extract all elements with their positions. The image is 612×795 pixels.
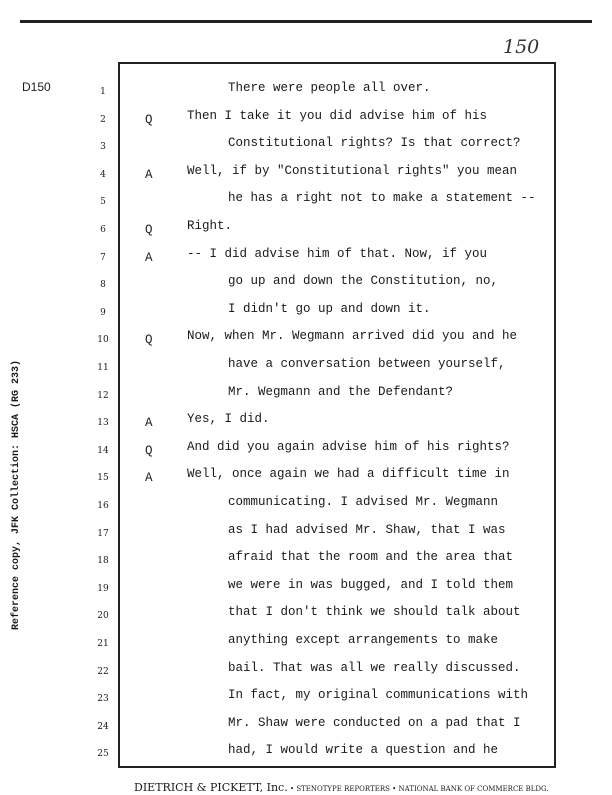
line-number: 22: [97, 666, 109, 677]
footer-separator: •: [287, 785, 297, 793]
line-number: 24: [97, 721, 109, 732]
line-number: 20: [97, 611, 109, 622]
speaker-label: Q: [145, 443, 153, 458]
transcript-line: have a conversation between yourself,: [228, 357, 506, 371]
transcript-line: had, I would write a question and he: [228, 743, 499, 758]
transcript-line: communicating. I advised Mr. Wegmann: [228, 495, 499, 509]
line-number: 18: [97, 556, 109, 567]
speaker-label: Q: [145, 333, 153, 348]
footer-firm: DIETRICH & PICKETT, Inc.: [134, 781, 288, 794]
transcript-line: Yes, I did.: [187, 412, 270, 427]
footer-role: STENOTYPE REPORTERS: [296, 785, 390, 793]
footer-address: NATIONAL BANK OF COMMERCE BLDG.: [398, 785, 549, 793]
transcript-line: In fact, my original communications with: [228, 688, 529, 703]
transcript-line: bail. That was all we really discussed.: [228, 660, 521, 675]
line-number: 4: [100, 169, 106, 180]
line-number: 21: [97, 639, 109, 649]
transcript-line: as I had advised Mr. Shaw, that I was: [228, 522, 506, 537]
line-number: 15: [97, 473, 109, 484]
line-number: 8: [100, 280, 106, 291]
transcript-line: go up and down the Constitution, no,: [228, 274, 499, 289]
speaker-label: Q: [145, 112, 153, 127]
line-number: 3: [100, 142, 106, 153]
line-number: 9: [100, 307, 106, 318]
reference-note: Reference copy, JFK Collection: HSCA (RG 233): [11, 359, 22, 630]
top-rule: [20, 20, 592, 23]
line-number: 19: [97, 583, 109, 594]
line-number: 25: [97, 749, 109, 760]
transcript-line: Well, once again we had a difficult time in: [187, 467, 510, 482]
line-number: 14: [97, 445, 109, 456]
line-number: 16: [97, 501, 109, 511]
transcript-line: There were people all over.: [228, 81, 431, 95]
transcript-line: Right.: [187, 219, 233, 233]
document-id: D150: [22, 80, 51, 94]
speaker-label: Q: [145, 223, 153, 237]
transcript-line: Well, if by "Constitutional rights" you mean: [187, 163, 518, 178]
line-number: 11: [97, 363, 109, 373]
speaker-label: A: [145, 471, 153, 486]
line-number: 13: [97, 418, 109, 429]
line-number: 23: [97, 694, 109, 705]
transcript-line: we were in was bugged, and I told them: [228, 577, 514, 592]
transcript-line: And did you again advise him of his rights?: [187, 439, 510, 454]
footer-separator: •: [389, 785, 399, 793]
line-number: 1: [100, 87, 106, 97]
line-number: 7: [100, 252, 106, 263]
speaker-label: A: [145, 167, 153, 182]
line-number: 10: [97, 335, 109, 346]
transcript-line: anything except arrangements to make: [228, 633, 499, 647]
transcript-line: afraid that the room and the area that: [228, 550, 514, 565]
transcript-line: I didn't go up and down it.: [228, 301, 431, 316]
transcript-line: Mr. Shaw were conducted on a pad that I: [228, 715, 521, 730]
line-number: 17: [97, 528, 109, 539]
line-number: 12: [97, 390, 109, 401]
speaker-label: A: [145, 416, 153, 431]
line-number: 5: [100, 197, 106, 208]
speaker-label: A: [145, 250, 153, 265]
transcript-line: Then I take it you did advise him of his: [187, 108, 488, 123]
transcript-line: that I don't think we should talk about: [228, 605, 521, 620]
line-number: 2: [100, 114, 106, 125]
transcript-line: Constitutional rights? Is that correct?: [228, 136, 521, 151]
transcript-line: -- I did advise him of that. Now, if you: [187, 246, 488, 261]
line-number: 6: [100, 225, 106, 235]
page-number-stamp: 150: [503, 36, 540, 58]
transcript-line: Now, when Mr. Wegmann arrived did you and he: [187, 329, 518, 344]
transcript-line: Mr. Wegmann and the Defendant?: [228, 384, 454, 399]
footer: [134, 776, 584, 795]
transcript-line: he has a right not to make a statement --: [228, 191, 536, 206]
